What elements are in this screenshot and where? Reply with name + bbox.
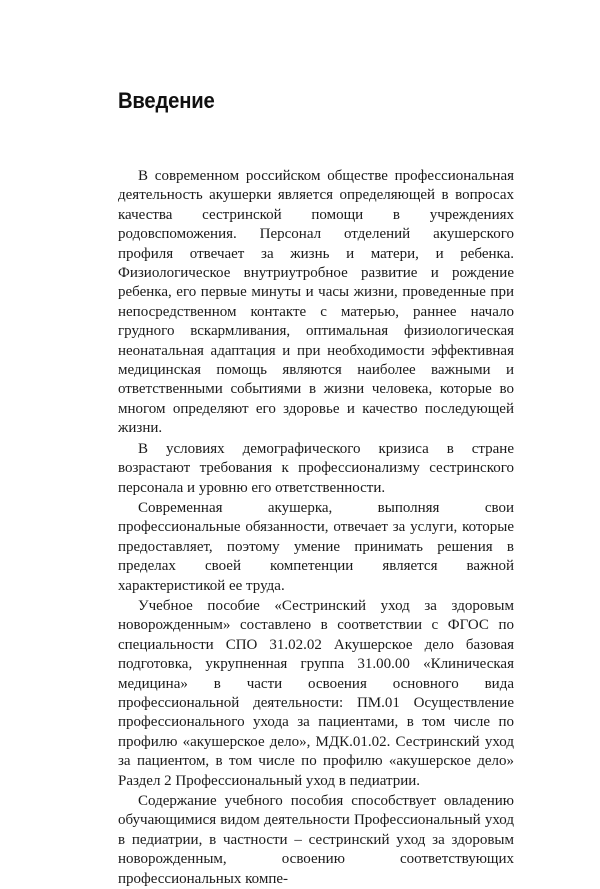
paragraph: Учебное пособие «Сестринский уход за здоровым новорожденным» составлено в соответствии с ФГОС по специальности СПО 31.02.02 Акушерское дело базовая подготовка, укрупненная группа 31.00.00 «Клиническая медицина» в части освоения основного вида профессиональной деятельности: ПМ.01 Осуществление профессионального ухода за пациентами, в том числе по профилю «акушерское дело», МДК.01.02. Сестринский уход за пациентом, в том числе по профилю «акушерское дело» Раздел 2 Профессиональный уход в педиатрии. [118, 597, 514, 789]
body-text [118, 167, 514, 889]
paragraph: Современная акушерка, выполняя свои профессиональные обязанности, отвечает за услуги, которые предоставляет, поэтому умение принимать решения в пределах своей компетенции является важной характеристикой ее труда. [118, 499, 514, 594]
chapter-heading: Введение [118, 88, 215, 113]
paragraph: В условиях демографического кризиса в стране возрастают требования к профессионализму сестринского персонала и уровню его ответственности. [118, 440, 514, 496]
paragraph: В современном российском обществе профессиональная деятельность акушерки является определяющей в вопросах качества сестринской помощи в учреждениях родовспоможения. Персонал отделений акушерского профиля отвечает за жизнь и матери, и ребенка. Физиологическое внутриутробное развитие и рождение ребенка, его первые минуты и часы жизни, проведенные при непосредственном контакте с матерью, раннее начало грудного вскармливания, оптимальная физиологическая неонатальная адаптация и при необходимости эффективная медицинская помощь являются наиболее важными и ответственными событиями в жизни человека, которые во многом определяют его здоровье и качество последующей жизни. [118, 168, 514, 437]
paragraph: Содержание учебного пособия способствует овладению обучающимися видом деятельности Профессиональный уход в педиатрии, в частности – сестринский уход за здоровым новорожденным, освоению соответствующих профессиональных компе- [118, 793, 514, 887]
